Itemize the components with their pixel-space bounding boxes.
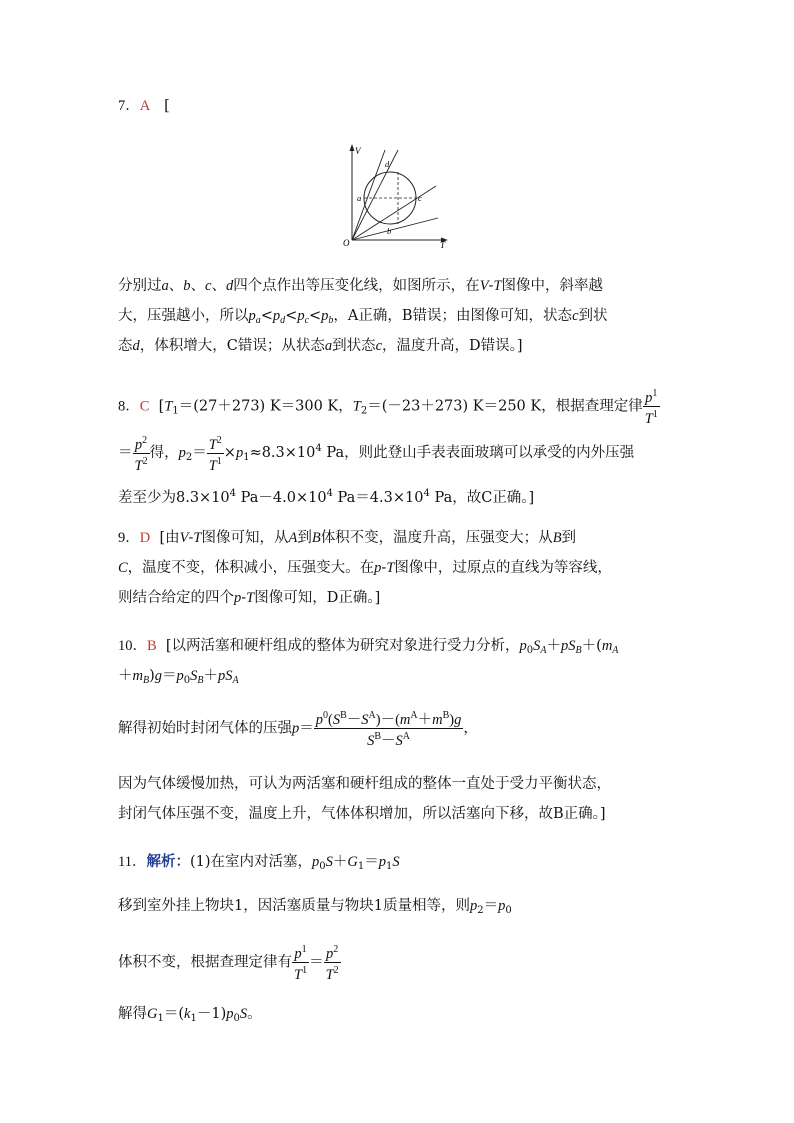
q11-label: 解析： <box>146 853 190 870</box>
v-axis-label: V <box>355 146 361 156</box>
point-a-label: a <box>357 193 362 203</box>
q7-line-3: 态d，体积增大，C错误；从状态a到状态c，温度升高，D错误。] <box>118 338 523 354</box>
q7-answer: A <box>139 98 151 114</box>
q9-line-1: 9．D [由V-T图像可知，从A到B体积不变，温度升高，压强变大；从B到 <box>118 530 577 546</box>
point-c-label: c <box>418 193 422 203</box>
vt-graph <box>340 142 460 252</box>
q8-line-1: 8．C [$T_1=(27+273)$ K＝300 K，$T_2=(-23+273)$ K＝250 K，根据查理定律 $\frac{p^1}{T^1}$ <box>118 388 658 427</box>
q8-answer: C <box>139 398 150 415</box>
q8-line-2: ＝ $\frac{p^2}{T^2}$ 得，$p_2=$ $\frac{T^2}{T^1}$ $\times p_1\approx 8.3\times 10^4$ Pa，则此登山手表表面玻璃可以承受的内外压强 <box>118 434 635 474</box>
origin-label: O <box>343 238 350 248</box>
q11-line-4: 解得$G_1=(k_1-1)p_0S$。 <box>118 1006 262 1024</box>
q10-line-5: 封闭气体压强不变，温度上升，气体体积增加，所以活塞向下移，故B正确。] <box>118 806 606 822</box>
q7-line-1: 分别过a、b、c、d四个点作出等压变化线，如图所示，在V-T图像中，斜率越 <box>118 278 604 294</box>
q9-line-2: C，温度不变，体积减小，压强变大。在p-T图像中，过原点的直线为等容线， <box>118 560 612 576</box>
point-d-label: d <box>385 159 390 169</box>
t-axis-label: T <box>440 240 446 250</box>
q7-bracket: [ <box>164 98 170 114</box>
q7-line-2: 大，压强越小，所以$p_a<p_d<p_c<p_b$，A正确，B错误；由图像可知，状态c到状 <box>118 308 608 326</box>
q9-line-3: 则结合给定的四个p-T图像可知，D正确。] <box>118 590 381 606</box>
q10-number: 10． <box>118 638 147 654</box>
q9-answer: D <box>139 530 151 546</box>
q11-number: 11． <box>118 854 147 870</box>
q8-number: 8． <box>118 398 140 415</box>
q7-number: 7． <box>118 98 140 114</box>
q11-line-1: 11．解析：(1)在室内对活塞，$p_0S+G_1=p_1S$ <box>118 853 400 872</box>
q10-line-1: 10．B [以两活塞和硬杆组成的整体为研究对象进行受力分析，$p_0S_A+pS_B+(m_A$ <box>118 638 619 656</box>
q7-header <box>118 96 170 116</box>
q10-line-4: 因为气体缓慢加热，可认为两活塞和硬杆组成的整体一直处于受力平衡状态， <box>118 776 611 792</box>
q11-line-2: 移到室外挂上物块1，因活塞质量与物块1质量相等，则$p_2=p_0$ <box>118 898 512 916</box>
q9-number: 9． <box>118 530 140 546</box>
q11-line-3: 体积不变，根据查理定律有 $\frac{p^1}{T^1}$ ＝ $\frac{p^2}{T^2}$ <box>118 944 339 983</box>
v-axis-arrow <box>350 144 355 151</box>
q8-line-3: 差至少为$8.3\times 10^4$ $Pa-4.0\times 10^4$ $Pa=4.3\times 10^4$ Pa，故C正确。] <box>118 488 535 506</box>
isobar-b <box>352 218 438 240</box>
point-b-label: b <box>387 226 392 236</box>
q10-answer: B <box>147 638 157 654</box>
q10-line-3: 解得初始时封闭气体的压强p＝ $\frac{p^0(S^B-S^A)-(m^A+m^B)g}{S^B-S^A}$ ， <box>118 710 478 749</box>
q10-line-2: $+m_B)g=p_0S_B+pS_A$ <box>118 668 239 686</box>
